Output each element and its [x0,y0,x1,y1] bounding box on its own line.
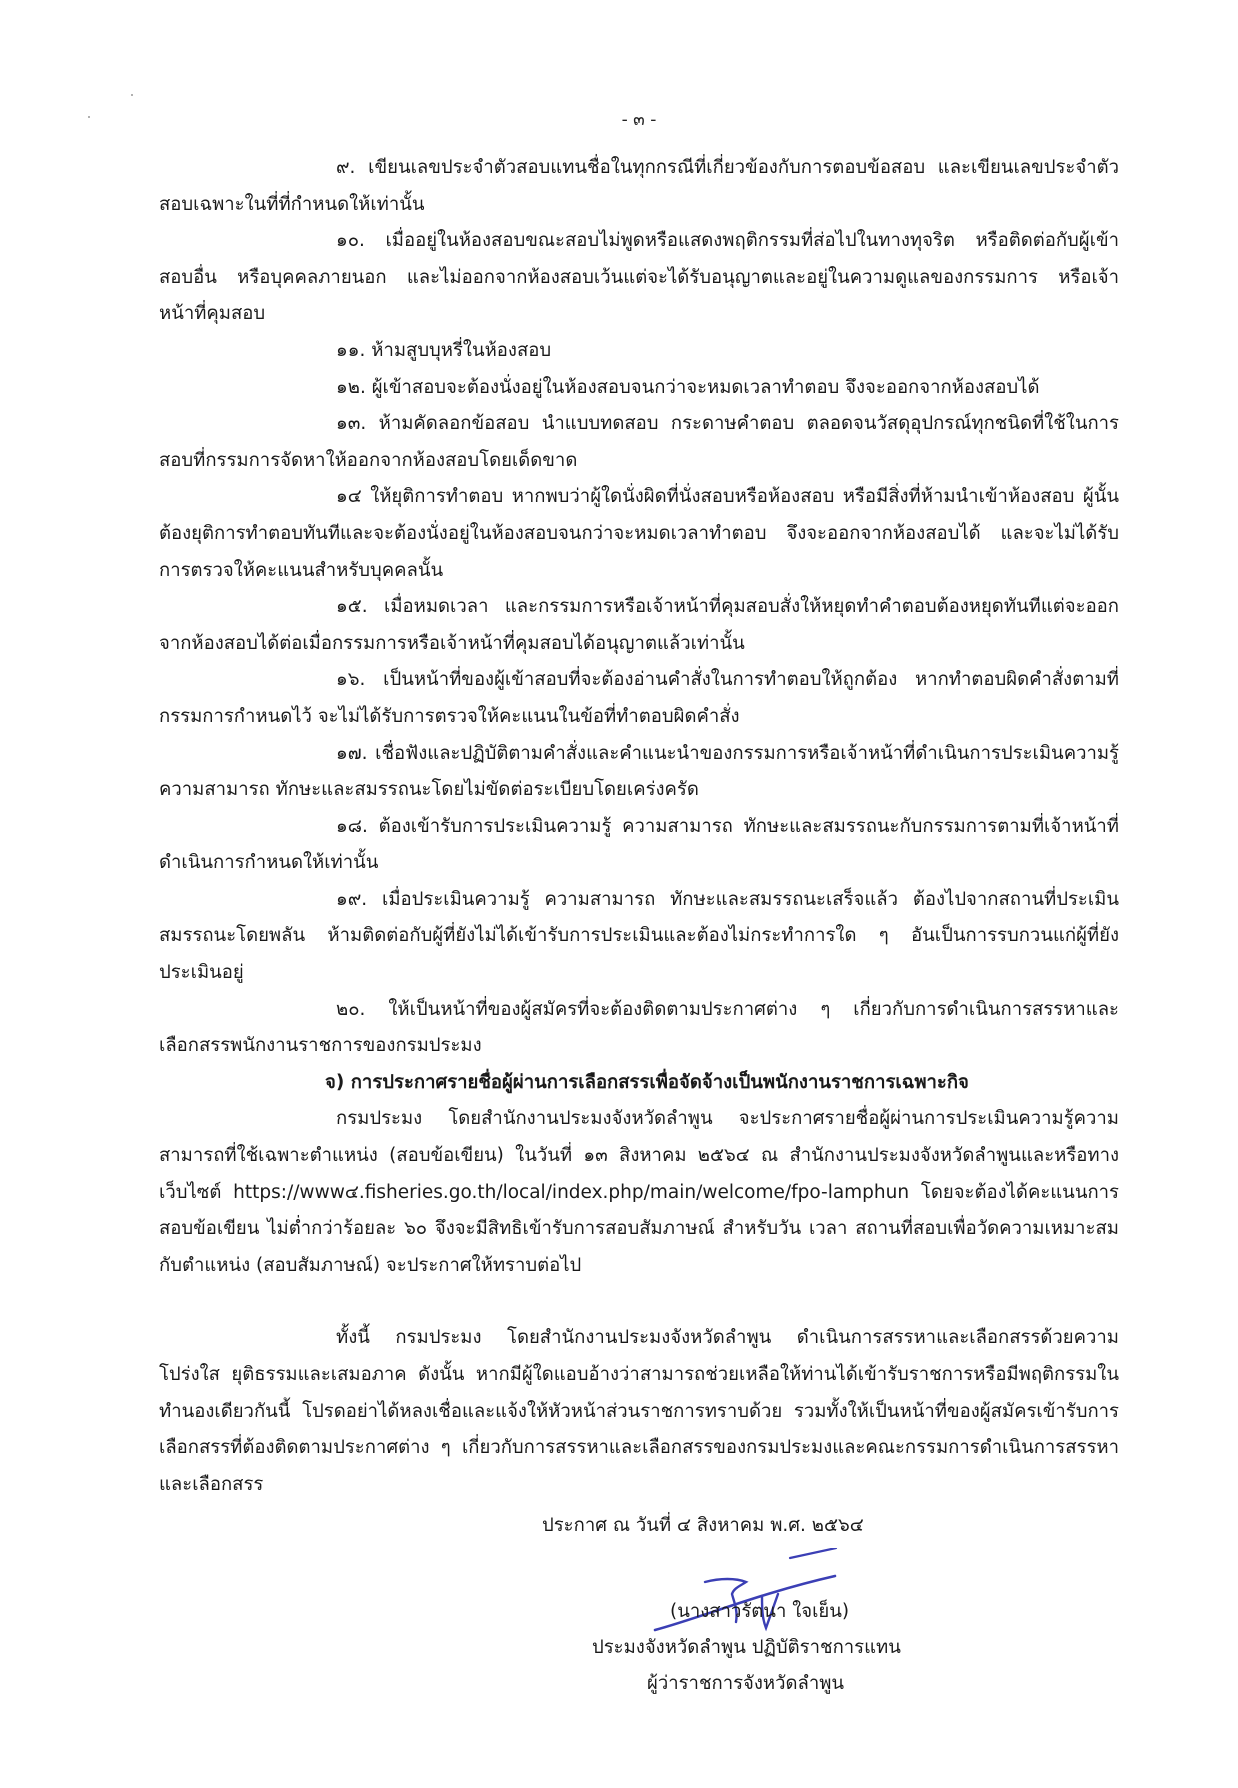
signer-name: (นางสาวรัตนา ใจเย็น) [670,1601,850,1622]
section-heading: จ) การประกาศรายชื่อผู้ผ่านการเลือกสรรเพื่อจัดจ้างเป็นพนักงานราชการเฉพาะกิจ [325,1071,969,1093]
signer-position-secondary: ผู้ว่าราชการจังหวัดลำพูน [647,1673,845,1694]
rule-item-12: ๑๒. ผู้เข้าสอบจะต้องนั่งอยู่ในห้องสอบจนกว่าจะหมดเวลาทำตอบ จึงจะออกจากห้องสอบได้ [336,376,1040,398]
paragraph-gap [159,1284,1119,1320]
document-body [159,150,1119,1503]
rule-item-18: ๑๘. ต้องเข้ารับการประเมินความรู้ ความสามารถ ทักษะและสมรรถนะกับกรรมการตามที่เจ้าหน้าที่ดำเนินการกำหนดให้เท่านั้น [159,815,1119,874]
rule-item-20: ๒๐. ให้เป็นหน้าที่ของผู้สมัครที่จะต้องติดตามประกาศต่าง ๆ เกี่ยวกับการดำเนินการสรรหาและเลือกสรรพนักงานราชการของกรมประมง [159,998,1119,1057]
closing-paragraph: ทั้งนี้ กรมประมง โดยสำนักงานประมงจังหวัดลำพูน ดำเนินการสรรหาและเลือกสรรด้วยความโปร่งใส ยุติธรรมและเสมอภาค ดังนั้น หากมีผู้ใดแอบอ้างว่าสามารถช่วยเหลือให้ท่านได้เข้ารับราชการหรือมีพฤติกรรมในทำนองเดียวกันนี้ โปรดอย่าได้หลงเชื่อและแจ้งให้หัวหน้าส่วนราชการทราบด้วย รวมทั้งให้เป็นหน้าที่ของผู้สมัครเข้ารับการเลือกสรรที่ต้องติดตามประกาศต่าง ๆ เกี่ยวกับการสรรหาและเลือกสรรของกรมประมงและคณะกรรมการดำเนินการสรรหาและเลือกสรร [159,1327,1119,1495]
rule-item-11: ๑๑. ห้ามสูบบุหรี่ในห้องสอบ [336,339,552,361]
section-body: กรมประมง โดยสำนักงานประมงจังหวัดลำพูน จะประกาศรายชื่อผู้ผ่านการประเมินความรู้ความสามารถที่ใช้เฉพาะตำแหน่ง (สอบข้อเขียน) ในวันที่ ๑๓ สิงหาคม ๒๕๖๔ ณ สำนักงานประมงจังหวัดลำพูนและหรือทางเว็บไซต์ https://www๔.fisheries.go.th/local/index.php/main/welcome/fpo-lamphun โดยจะต้องได้คะแนนการสอบข้อเขียน ไม่ต่ำกว่าร้อยละ ๖๐ จึงจะมีสิทธิเข้ารับการสอบสัมภาษณ์ สำหรับวัน เวลา สถานที่สอบเพื่อวัดความเหมาะสมกับตำแหน่ง (สอบสัมภาษณ์) จะประกาศให้ทราบต่อไป [159,1108,1119,1276]
rule-item-17: ๑๗. เชื่อฟังและปฏิบัติตามคำสั่งและคำแนะนำของกรรมการหรือเจ้าหน้าที่ดำเนินการประเมินความรู้ ความสามารถ ทักษะและสมรรถนะโดยไม่ขัดต่อระเบียบโดยเคร่งครัด [159,742,1119,801]
page-number: - ๓ - [621,110,657,130]
signer-position: ประมงจังหวัดลำพูน ปฏิบัติราชการแทน [592,1637,901,1658]
rule-item-15: ๑๕. เมื่อหมดเวลา และกรรมการหรือเจ้าหน้าที่คุมสอบสั่งให้หยุดทำคำตอบต้องหยุดทันทีแต่จะออกจากห้องสอบได้ต่อเมื่อกรรมการหรือเจ้าหน้าที่คุมสอบได้อนุญาตแล้วเท่านั้น [159,596,1119,654]
rule-item-14: ๑๔ ให้ยุติการทำตอบ หากพบว่าผู้ใดนั่งผิดที่นั่งสอบหรือห้องสอบ หรือมีสิ่งที่ห้ามนำเข้าห้องสอบ ผู้นั้นต้องยุติการทำตอบทันทีและจะต้องนั่งอยู่ในห้องสอบจนกว่าจะหมดเวลาทำตอบ จึงจะออกจากห้องสอบได้ และจะไม่ได้รับการตรวจให้คะแนนสำหรับบุคคลนั้น [159,486,1119,581]
rule-item-16: ๑๖. เป็นหน้าที่ของผู้เข้าสอบที่จะต้องอ่านคำสั่งในการทำตอบให้ถูกต้อง หากทำตอบผิดคำสั่งตามที่กรรมการกำหนดไว้ จะไม่ได้รับการตรวจให้คะแนนในข้อที่ทำตอบผิดคำสั่ง [159,669,1119,727]
announcement-date: ประกาศ ณ วันที่ ๔ สิงหาคม พ.ศ. ๒๕๖๔ [542,1515,864,1536]
rule-item-13: ๑๓. ห้ามคัดลอกข้อสอบ นำแบบทดสอบ กระดาษคำตอบ ตลอดจนวัสดุอุปกรณ์ทุกชนิดที่ใช้ในการสอบที่กรรมการจัดหาให้ออกจากห้องสอบโดยเด็ดขาด [159,413,1119,471]
rule-item-9: ๙. เขียนเลขประจำตัวสอบแทนชื่อในทุกกรณีที่เกี่ยวข้องกับการตอบข้อสอบ และเขียนเลขประจำตัวสอบเฉพาะในที่ที่กำหนดให้เท่านั้น [159,157,1119,215]
rule-item-19: ๑๙. เมื่อประเมินความรู้ ความสามารถ ทักษะและสมรรถนะเสร็จแล้ว ต้องไปจากสถานที่ประเมินสมรรถนะโดยพลัน ห้ามติดต่อกับผู้ที่ยังไม่ได้เข้ารับการประเมินและต้องไม่กระทำการใด ๆ อันเป็นการรบกวนแก่ผู้ที่ยังประเมินอยู่ [159,888,1119,984]
scan-speck [131,94,133,96]
rule-item-10: ๑๐. เมื่ออยู่ในห้องสอบขณะสอบไม่พูดหรือแสดงพฤติกรรมที่ส่อไปในทางทุจริต หรือติดต่อกับผู้เข้าสอบอื่น หรือบุคคลภายนอก และไม่ออกจากห้องสอบเว้นแต่จะได้รับอนุญาตและอยู่ในความดูแลของกรรมการ หรือเจ้าหน้าที่คุมสอบ [159,230,1119,325]
